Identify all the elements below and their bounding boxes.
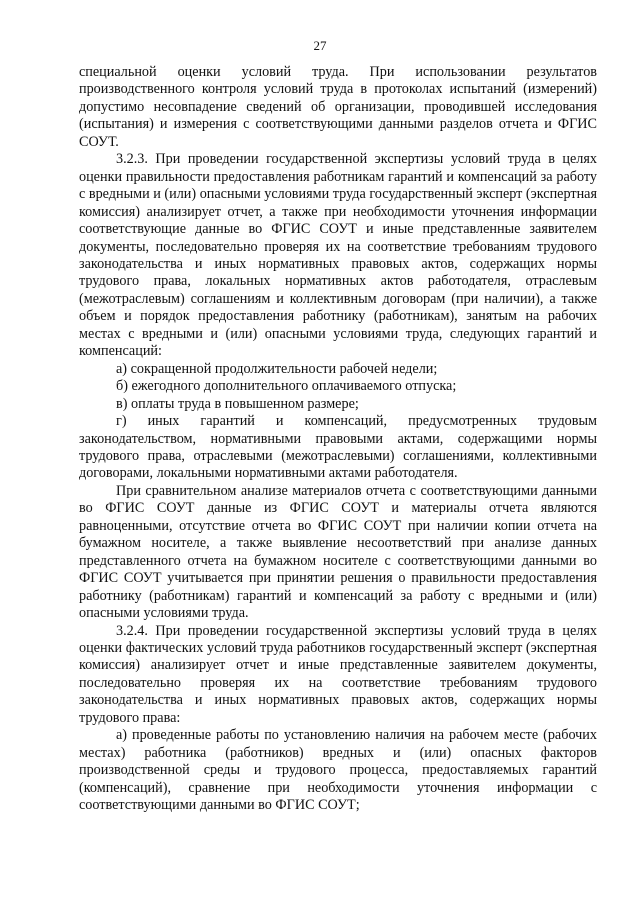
document-body — [79, 64, 597, 814]
paragraph-comparative-analysis: При сравнительном анализе материалов отчета с соответствующими данными во ФГИС СОУТ данные из ФГИС СОУТ и материалы отчета являются равноценными, отсутствие отчета во ФГИС СОУТ при наличии копии отчета на бумажном носителе, а также выявление несоответствий при анализе данных представленного отчета на бумажном носителе с соответствующими данными во ФГИС СОУТ учитывается при принятии решения о правильности предоставления работнику (работникам) гарантий и компенсаций за работу с вредными и (или) опасными условиями труда. — [79, 482, 597, 622]
list-item-b: б) ежегодного дополнительного оплачиваемого отпуска; — [116, 378, 457, 395]
page-number: 27 — [313, 38, 327, 53]
list-item-g: г) иных гарантий и компенсаций, предусмотренных трудовым законодательством, нормативными правовыми актами, содержащими нормы трудового права, отраслевыми (межотраслевыми) соглашениями, коллективными договорами, локальными нормативными актами работодателя. — [79, 413, 597, 482]
list-item-v: в) оплаты труда в повышенном размере; — [116, 395, 359, 412]
list-item-a-3-2-4: а) проведенные работы по установлению наличия на рабочем месте (рабочих местах) работника (работников) вредных и (или) опасных факторов производственной среды и трудового процесса, предоставляемых гарантий (компенсаций), сравнение при необходимости уточнения информации с соответствующими данными во ФГИС СОУТ; — [79, 727, 597, 814]
paragraph-continuation: специальной оценки условий труда. При использовании результатов производственного контроля условий труда в протоколах испытаний (измерений) допустимо несовпадение сведений об организации, проводившей исследования (испытания) и измерения с соответствующими данными разделов отчета и ФГИС СОУТ. — [79, 64, 597, 150]
paragraph-3-2-4: 3.2.4. При проведении государственной экспертизы условий труда в целях оценки фактических условий труда работников государственный эксперт (экспертная комиссия) анализирует отчет и иные представленные заявителем документы, последовательно проверяя их на соответствие требованиям трудового законодательства и иных нормативных правовых актов, содержащих нормы трудового права: — [79, 622, 597, 726]
paragraph-3-2-3: 3.2.3. При проведении государственной экспертизы условий труда в целях оценки правильности предоставления работникам гарантий и компенсаций за работу с вредными и (или) опасными условиями труда государственный эксперт (экспертная комиссия) анализирует отчет, а также при необходимости уточнения информации соответствующие данные во ФГИС СОУТ и иные представленные заявителем документы, последовательно проверяя их на соответствие требованиям трудового законодательства и иных нормативных правовых актов, содержащих нормы трудового права, локальных нормативных актов работодателя, отраслевым (межотраслевым) соглашениям и коллективным договорам (при наличии), а также объем и порядок предоставления работнику (работникам), занятым на рабочих местах с вредными и (или) опасными условиями труда, следующих гарантий и компенсаций: — [79, 151, 597, 360]
list-item-a: а) сокращенной продолжительности рабочей недели; — [116, 360, 438, 377]
